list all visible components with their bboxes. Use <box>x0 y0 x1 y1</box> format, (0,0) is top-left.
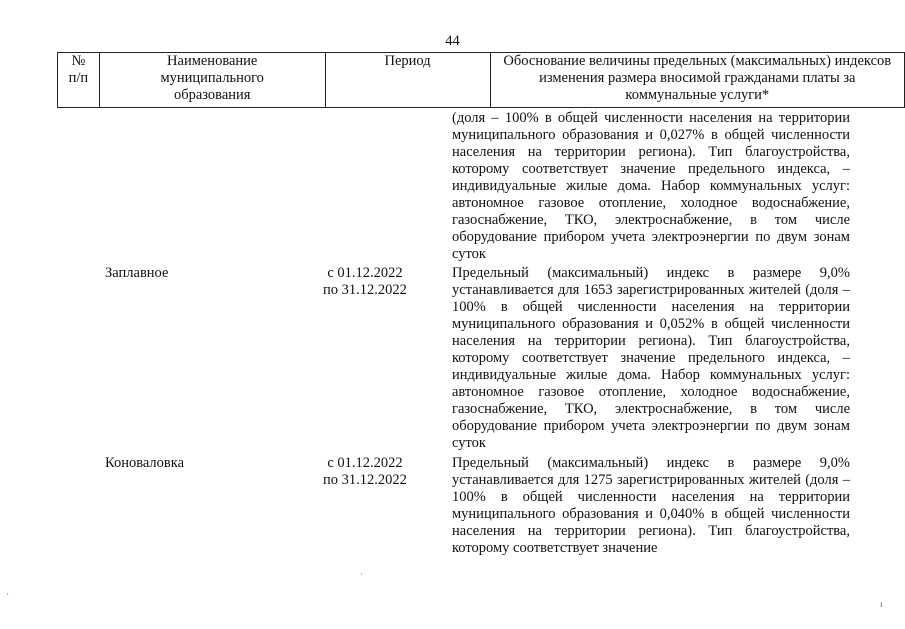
header-justification: Обоснование величины предельных (максимальных) индексов изменения размера вносимой гражданами платы за коммунальные услуги* <box>490 53 904 108</box>
scan-speck: · <box>6 589 9 599</box>
scan-speck: · <box>360 569 363 579</box>
period-to: по 31.12.2022 <box>323 472 407 488</box>
scan-speck: ı <box>880 599 883 609</box>
table-header <box>57 52 905 108</box>
period-to: по 31.12.2022 <box>323 282 407 298</box>
justification-text: Предельный (максимальный) индекс в размере 9,0% устанавливается для 1275 зарегистрированных жителей (доля – 100% в общей численности населения на территории муниципального образования и 0,040% в общей численности населения на территории региона). Тип благоустройства, которому соответствует значение <box>452 455 850 556</box>
page-number: 44 <box>445 33 460 49</box>
period-from: с 01.12.2022 <box>327 455 403 471</box>
municipality-name: Коноваловка <box>105 455 185 471</box>
justification-text: Предельный (максимальный) индекс в размере 9,0% устанавливается для 1653 зарегистрированных жителей (доля – 100% в общей численности населения на территории муниципального образования и 0,052% в общей численности населения на территории региона). Тип благоустройства, которому соответствует значение предельного индекса, – индивидуальные жилые дома. Набор коммунальных услуг: автономное газовое отопление, холодное водоснабжение, газоснабжение, ТКО, электроснабжение, в том числе оборудование прибором учета электроэнергии по двум зонам суток <box>452 265 850 451</box>
period <box>305 265 425 299</box>
municipality-name: Заплавное <box>105 265 169 281</box>
period <box>305 455 425 489</box>
header-number: № п/п <box>58 53 100 108</box>
period-from: с 01.12.2022 <box>327 265 403 281</box>
continuation-text: (доля – 100% в общей численности населения на территории муниципального образования и 0,027% в общей численности населения на территории региона). Тип благоустройства, которому соответствует значение предельного индекса, – индивидуальные жилые дома. Набор коммунальных услуг: автономное газовое отопление, холодное водоснабжение, газоснабжение, ТКО, электроснабжение, в том числе оборудование прибором учета электроэнергии по двум зонам суток <box>452 110 850 262</box>
header-period: Период <box>325 53 490 108</box>
header-municipality: Наименование муниципального образования <box>99 53 325 108</box>
